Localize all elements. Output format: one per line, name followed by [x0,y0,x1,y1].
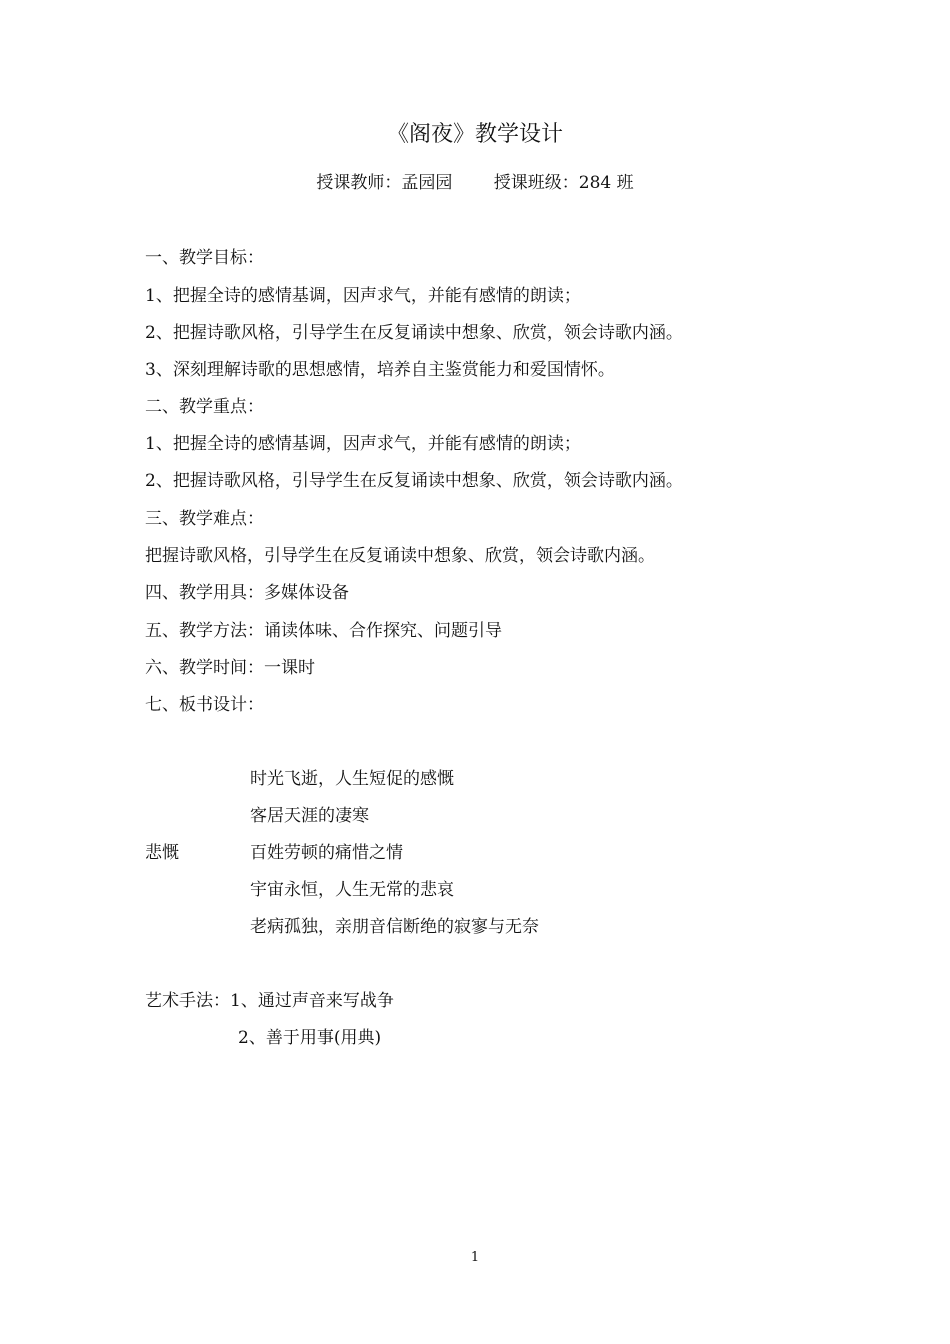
board-item: 老病孤独，亲朋音信断绝的寂寥与无奈 [250,917,539,937]
page-number: 1 [470,1250,480,1265]
difficulty-text: 把握诗歌风格，引导学生在反复诵读中想象、欣赏，领会诗歌内涵。 [145,546,655,566]
document-title: 《阁夜》教学设计 [386,122,563,147]
tools-line: 四、教学用具：多媒体设备 [145,583,349,603]
objective-item: 3、深刻理解诗歌的思想感情，培养自主鉴赏能力和爱国情怀。 [145,360,615,380]
time-line: 六、教学时间：一课时 [145,658,315,678]
art-item: 2、善于用事(用典) [238,1028,382,1048]
objective-item: 1、把握全诗的感情基调，因声求气，并能有感情的朗读； [145,286,581,306]
board-heading: 七、板书设计： [145,695,264,715]
objective-item: 2、把握诗歌风格，引导学生在反复诵读中想象、欣赏，领会诗歌内涵。 [145,323,683,343]
art-item: 1、通过声音来写战争 [230,991,394,1011]
board-item: 时光飞逝，人生短促的感慨 [250,769,454,789]
board-item: 百姓劳顿的痛惜之情 [250,843,403,863]
methods-line: 五、教学方法：诵读体味、合作探究、问题引导 [145,621,502,641]
key-point-item: 1、把握全诗的感情基调，因声求气，并能有感情的朗读； [145,434,581,454]
difficulties-heading: 三、教学难点： [145,509,264,529]
board-item: 客居天涯的凄寒 [250,806,369,826]
teacher-label: 授课教师：孟园园 [316,173,453,193]
key-point-item: 2、把握诗歌风格，引导学生在反复诵读中想象、欣赏，领会诗歌内涵。 [145,471,683,491]
document-subtitle [0,168,950,198]
class-label: 授课班级：284 班 [493,173,634,193]
key-points-heading: 二、教学重点： [145,397,264,417]
board-main-emotion: 悲慨 [145,843,179,863]
board-item: 宇宙永恒，人生无常的悲哀 [250,880,454,900]
objectives-heading: 一、教学目标： [145,248,264,268]
art-label: 艺术手法： [145,991,230,1011]
